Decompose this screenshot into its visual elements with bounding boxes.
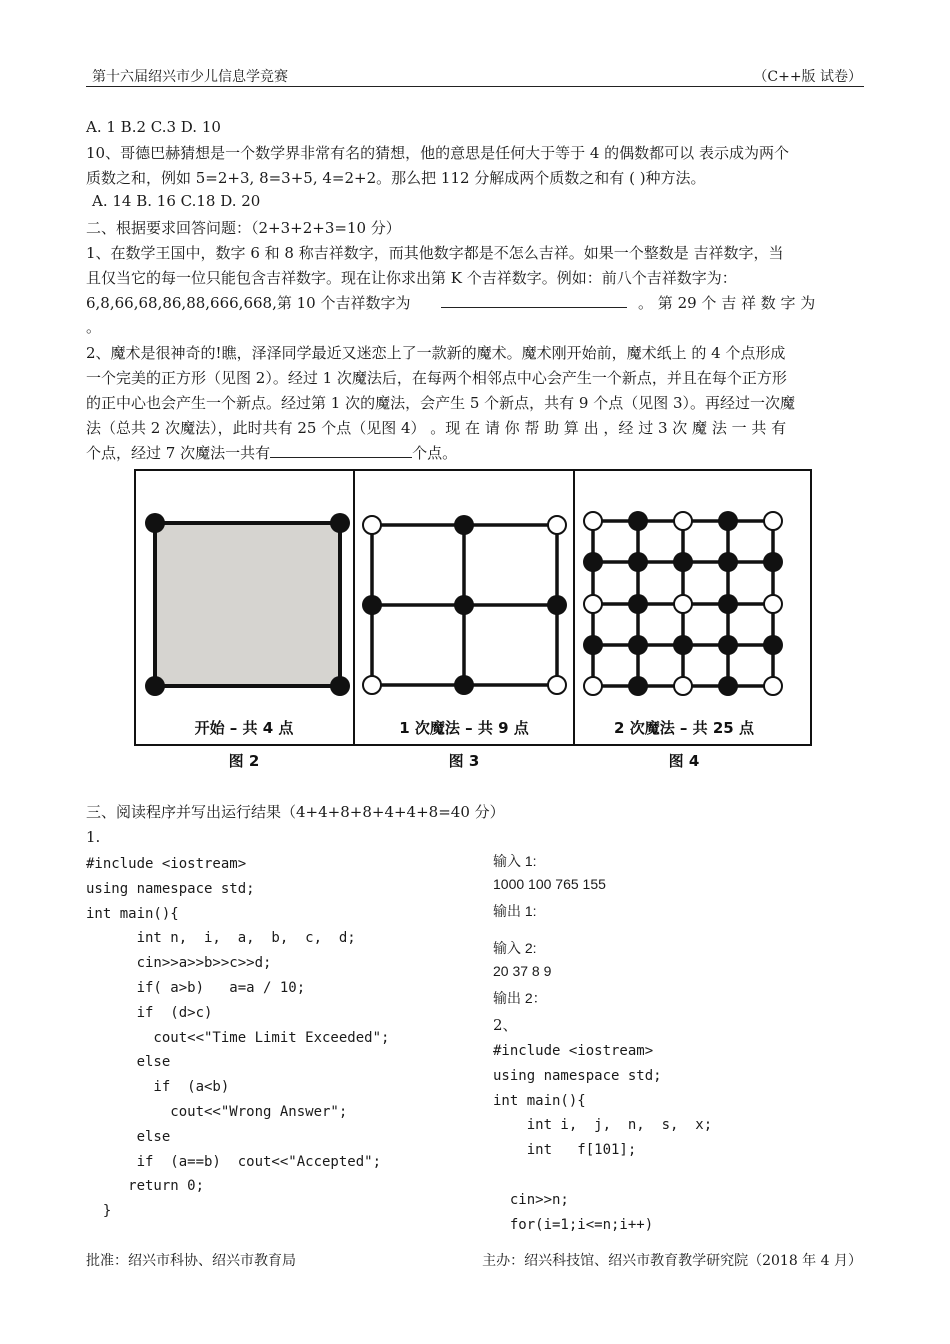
footer-right: 主办：绍兴科技馆、绍兴市教育教学研究院（2018 年 4 月） <box>482 1253 862 1269</box>
dot-filled <box>330 513 350 533</box>
code-line: using namespace std; <box>86 880 255 897</box>
s2q1-line3-text-b: 。 第 29 个 吉 祥 数 字 为 <box>638 294 816 312</box>
code-line: int n, i, a, b, c, d; <box>86 930 356 947</box>
code-line: for(i=1;i<=n;i++) <box>493 1216 654 1233</box>
code-line: return 0; <box>86 1178 205 1195</box>
answer-blank-7-magic[interactable] <box>270 443 412 458</box>
header-left: 第十六届绍兴市少儿信息学竞赛 <box>92 69 288 85</box>
program2-label: 2、 <box>493 1016 518 1034</box>
code-line: else <box>86 1128 171 1145</box>
dot-filled <box>454 515 474 535</box>
dot-filled <box>628 552 648 572</box>
dot-hollow <box>363 676 381 694</box>
output1-label: 输出 1: <box>493 903 537 919</box>
code-line: cout<<"Wrong Answer"; <box>86 1103 348 1120</box>
input1-label: 输入 1: <box>493 853 537 869</box>
code-line: if (d>c) <box>86 1004 213 1021</box>
code-line: cin>>n; <box>493 1191 569 1208</box>
q9-options: A. 1 B.2 C.3 D. 10 <box>86 118 221 136</box>
dot-hollow <box>674 512 692 530</box>
dot-filled <box>628 511 648 531</box>
code-line: int main(){ <box>493 1092 586 1109</box>
dot-filled <box>763 635 783 655</box>
dot-filled <box>673 635 693 655</box>
s2q1-line3-text-a: 6,8,66,68,86,88,666,668,第 10 个吉祥数字为 <box>86 294 411 312</box>
program1-code <box>86 852 389 1224</box>
caption-start: 开始 – 共 4 点 <box>194 719 294 737</box>
s2q2-line5 <box>86 442 457 463</box>
dot-filled <box>583 552 603 572</box>
dot-hollow <box>584 512 602 530</box>
s2q2-line4: 法（总共 2 次魔法），此时共有 25 个点（见图 4） 。现 在 请 你 帮 助 算 出 ，经 过 3 次 魔 法 一 共 有 <box>86 419 787 437</box>
dot-hollow <box>548 676 566 694</box>
dot-hollow <box>674 677 692 695</box>
code-line: using namespace std; <box>493 1067 662 1084</box>
input1-value: 1000 100 765 155 <box>493 876 606 892</box>
dot-filled <box>718 594 738 614</box>
dot-filled <box>583 635 603 655</box>
dot-hollow <box>764 677 782 695</box>
header-rule <box>86 86 864 87</box>
s2q1-line4: 。 <box>86 318 102 336</box>
answer-blank-10th[interactable] <box>441 293 627 308</box>
caption-two-magic: 2 次魔法 – 共 25 点 <box>614 719 754 737</box>
code-line: if (a<b) <box>86 1079 230 1096</box>
dot-hollow <box>764 512 782 530</box>
code-line: cout<<"Time Limit Exceeded"; <box>86 1029 390 1046</box>
figure-4-two-magic <box>583 511 783 696</box>
dot-filled <box>362 595 382 615</box>
dot-filled <box>330 676 350 696</box>
dot-hollow <box>584 595 602 613</box>
q10-line2: 质数之和，例如 5=2+3, 8=3+5, 4=2+2。那么把 112 分解成两个质数之和有 ( )种方法。 <box>86 169 706 187</box>
q10-options: A. 14 B. 16 C.18 D. 20 <box>92 192 261 210</box>
header-right: （C++版 试卷） <box>753 69 862 85</box>
figure-2-start <box>145 513 350 696</box>
input2-value: 20 37 8 9 <box>493 963 552 979</box>
dot-filled <box>145 676 165 696</box>
dot-filled <box>718 552 738 572</box>
dot-filled <box>454 595 474 615</box>
code-line: if( a>b) a=a / 10; <box>86 979 306 996</box>
input2-label: 输入 2: <box>493 940 537 956</box>
s2q2-line2: 一个完美的正方形（见图 2）。经过 1 次魔法后，在每两个相邻点中心会产生一个新点，并且在每个正方形 <box>86 369 787 387</box>
figure-label-2: 图 2 <box>228 752 260 770</box>
magic-figures <box>134 469 814 775</box>
footer-left: 批准：绍兴市科协、绍兴市教育局 <box>86 1253 296 1269</box>
figure-3-one-magic <box>362 515 567 695</box>
dot-filled <box>454 675 474 695</box>
caption-one-magic: 1 次魔法 – 共 9 点 <box>399 719 529 737</box>
output2-label: 输出 2： <box>493 990 547 1006</box>
code-line <box>493 1163 712 1188</box>
section3-title: 三、阅读程序并写出运行结果（4+4+8+8+4+4+8=40 分） <box>86 803 505 821</box>
dot-filled <box>763 552 783 572</box>
dot-filled <box>628 635 648 655</box>
dot-filled <box>718 511 738 531</box>
figure-label-3: 图 3 <box>448 752 480 770</box>
s2q1-line1: 1、在数学王国中，数字 6 和 8 称吉祥数字，而其他数字都是不怎么吉祥。如果一个整数是 吉祥数字，当 <box>86 244 784 262</box>
dot-filled <box>628 676 648 696</box>
dot-filled <box>628 594 648 614</box>
s2q2-line1: 2、魔术是很神奇的!瞧，泽泽同学最近又迷恋上了一款新的魔术。魔术刚开始前，魔术纸上 的 4 个点形成 <box>86 344 786 362</box>
code-line: int main(){ <box>86 905 179 922</box>
dot-hollow <box>363 516 381 534</box>
code-line: cin>>a>>b>>c>>d; <box>86 955 272 972</box>
s2q1-line2: 且仅当它的每一位只能包含吉祥数字。现在让你求出第 K 个吉祥数字。例如：前八个吉祥数字为： <box>86 269 737 287</box>
dot-filled <box>718 635 738 655</box>
program1-label: 1. <box>86 828 101 846</box>
dot-hollow <box>584 677 602 695</box>
code-line: } <box>86 1203 112 1220</box>
s2q2-line3: 的正中心也会产生一个新点。经过第 1 次的魔法，会产生 5 个新点，共有 9 个点（见图 3）。再经过一次魔 <box>86 394 796 412</box>
code-line: else <box>86 1054 171 1071</box>
dot-hollow <box>674 595 692 613</box>
s2q2-line5-text-a: 个点，经过 7 次魔法一共有 <box>86 444 271 462</box>
s2q2-line5-text-b: 个点。 <box>412 444 458 462</box>
dot-filled <box>547 595 567 615</box>
code-line: #include <iostream> <box>86 856 247 872</box>
code-line: if (a==b) cout<<"Accepted"; <box>86 1153 382 1170</box>
figure-label-4: 图 4 <box>668 752 700 770</box>
code-line: #include <iostream> <box>493 1043 654 1059</box>
section2-title: 二、根据要求回答问题：（2+3+2+3=10 分） <box>86 219 401 237</box>
dot-filled <box>718 676 738 696</box>
program2-code <box>493 1039 712 1237</box>
dot-hollow <box>548 516 566 534</box>
q10-line1: 10、哥德巴赫猜想是一个数学界非常有名的猜想，他的意思是任何大于等于 4 的偶数都可以 表示成为两个 <box>86 144 789 162</box>
dot-filled <box>145 513 165 533</box>
code-line: int i, j, n, s, x; <box>493 1117 713 1134</box>
code-line: int f[101]; <box>493 1142 637 1159</box>
s2q1-line3 <box>86 292 815 313</box>
dot-hollow <box>764 595 782 613</box>
dot-filled <box>673 552 693 572</box>
